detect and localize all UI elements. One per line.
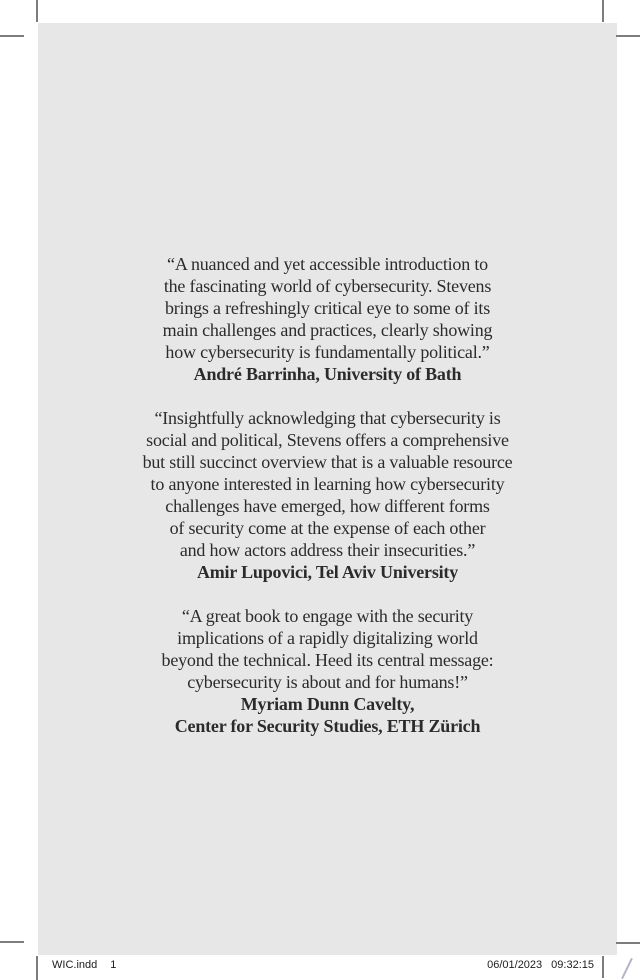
quote-line: how cybersecurity is fundamentally political.” — [165, 342, 490, 362]
crop-mark-top-left-horizontal — [0, 35, 24, 37]
endorsement-2 — [38, 407, 617, 583]
quote-line: but still succinct overview that is a valuable resource — [142, 452, 513, 472]
attribution-line: André Barrinha, University of Bath — [193, 364, 462, 384]
endorsement-1-quote — [38, 253, 617, 363]
endorsement-3-quote — [38, 605, 617, 693]
footer-time: 09:32:15 — [551, 959, 594, 971]
quote-line: “Insightfully acknowledging that cybersecurity is — [154, 408, 501, 428]
footer-date: 06/01/2023 — [487, 959, 543, 971]
crop-mark-top-right-vertical — [602, 0, 604, 22]
footer-slug-right — [487, 958, 594, 972]
endorsement-2-attribution — [38, 561, 617, 583]
quote-line: social and political, Stevens offers a comprehensive — [146, 430, 509, 450]
footer-slug-left — [52, 958, 116, 972]
endorsement-1-attribution — [38, 363, 617, 385]
quote-line: main challenges and practices, clearly showing — [162, 320, 493, 340]
attribution-line: Amir Lupovici, Tel Aviv University — [196, 562, 459, 582]
crop-mark-bottom-right-horizontal — [616, 942, 640, 944]
crop-mark-top-right-horizontal — [616, 35, 640, 37]
quote-line: cybersecurity is about and for humans!” — [187, 672, 468, 692]
quote-line: and how actors address their insecurities.” — [179, 540, 476, 560]
crop-mark-bottom-right-vertical — [602, 956, 604, 978]
quote-line: the fascinating world of cybersecurity. Stevens — [163, 276, 492, 296]
quote-line: challenges have emerged, how different forms — [165, 496, 490, 516]
quote-line: of security come at the expense of each other — [169, 518, 486, 538]
quote-line: beyond the technical. Heed its central message: — [161, 650, 494, 670]
pen-tick-mark — [621, 958, 633, 980]
quote-line: “A great book to engage with the security — [181, 606, 474, 626]
quote-line: implications of a rapidly digitalizing world — [177, 628, 478, 648]
endorsements-block — [38, 253, 617, 737]
quote-line: brings a refreshingly critical eye to some of its — [164, 298, 491, 318]
quote-line: “A nuanced and yet accessible introduction to — [167, 254, 488, 274]
book-page — [38, 23, 617, 955]
attribution-line: Center for Security Studies, ETH Zürich — [174, 716, 481, 736]
endorsement-1 — [38, 253, 617, 385]
endorsement-3 — [38, 605, 617, 737]
crop-mark-top-left-vertical — [36, 0, 38, 22]
footer-filename: WIC.indd — [52, 959, 98, 971]
crop-mark-bottom-left-horizontal — [0, 941, 24, 943]
footer-page-number: 1 — [110, 959, 117, 971]
quote-line: to anyone interested in learning how cybersecurity — [150, 474, 505, 494]
endorsement-3-attribution — [38, 693, 617, 737]
crop-mark-bottom-left-vertical — [36, 956, 38, 980]
attribution-line: Myriam Dunn Cavelty, — [240, 694, 415, 714]
endorsement-2-quote — [38, 407, 617, 561]
